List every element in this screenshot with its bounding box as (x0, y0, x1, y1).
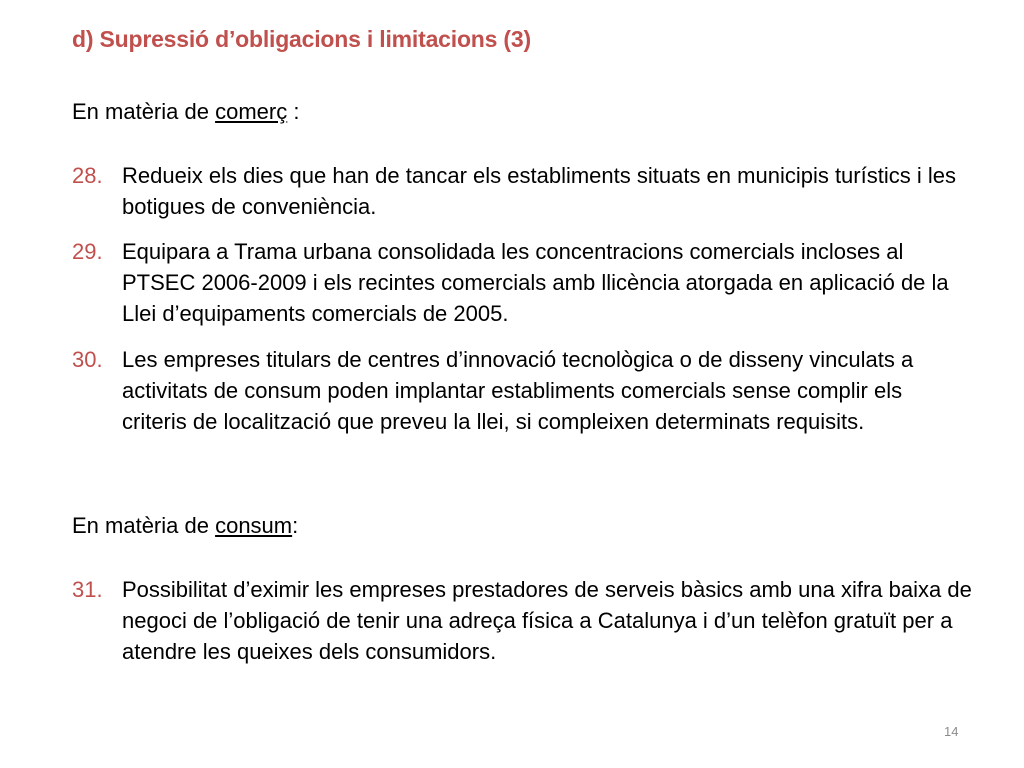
item-text: Redueix els dies que han de tancar els establiments situats en municipis turístics i les botigues de conveniència. (122, 163, 956, 219)
item-number: 29. (72, 239, 103, 264)
section-heading-comerc (72, 97, 299, 127)
list-item (72, 344, 972, 437)
item-number: 30. (72, 347, 103, 372)
section-heading-suffix: : (287, 99, 300, 124)
section-heading-prefix: En matèria de (72, 99, 216, 124)
item-text: Equipara a Trama urbana consolidada les concentracions comercials incloses al PTSEC 2006-2009 i els recintes comercials amb llicència atorgada en aplicació de la Llei d’equipaments comercials de 2005. (122, 239, 949, 326)
page-number: 14 (944, 724, 959, 739)
section-heading-consum (72, 511, 298, 541)
section-heading-prefix: En matèria de (72, 513, 216, 538)
item-number: 28. (72, 163, 103, 188)
list-item (72, 236, 972, 329)
section-heading-suffix: : (292, 513, 299, 538)
slide-title: d) Supressió d’obligacions i limitacions (3) (72, 26, 531, 52)
list-item (72, 574, 972, 667)
list-item (72, 160, 972, 222)
section-keyword-comerc: comerç (215, 99, 288, 124)
item-text: Les empreses titulars de centres d’innovació tecnològica o de disseny vinculats a activitats de consum poden implantar establiments comercials sense complir els criteris de localització que preveu la llei, si compleixen determinats requisits. (122, 347, 914, 434)
item-text: Possibilitat d’eximir les empreses prestadores de serveis bàsics amb una xifra baixa de negoci de l’obligació de tenir una adreça física a Catalunya i d’un telèfon gratuït per a atendre les queixes dels consumidors. (122, 577, 972, 664)
item-number: 31. (72, 577, 103, 602)
section-keyword-consum: consum (215, 513, 293, 538)
